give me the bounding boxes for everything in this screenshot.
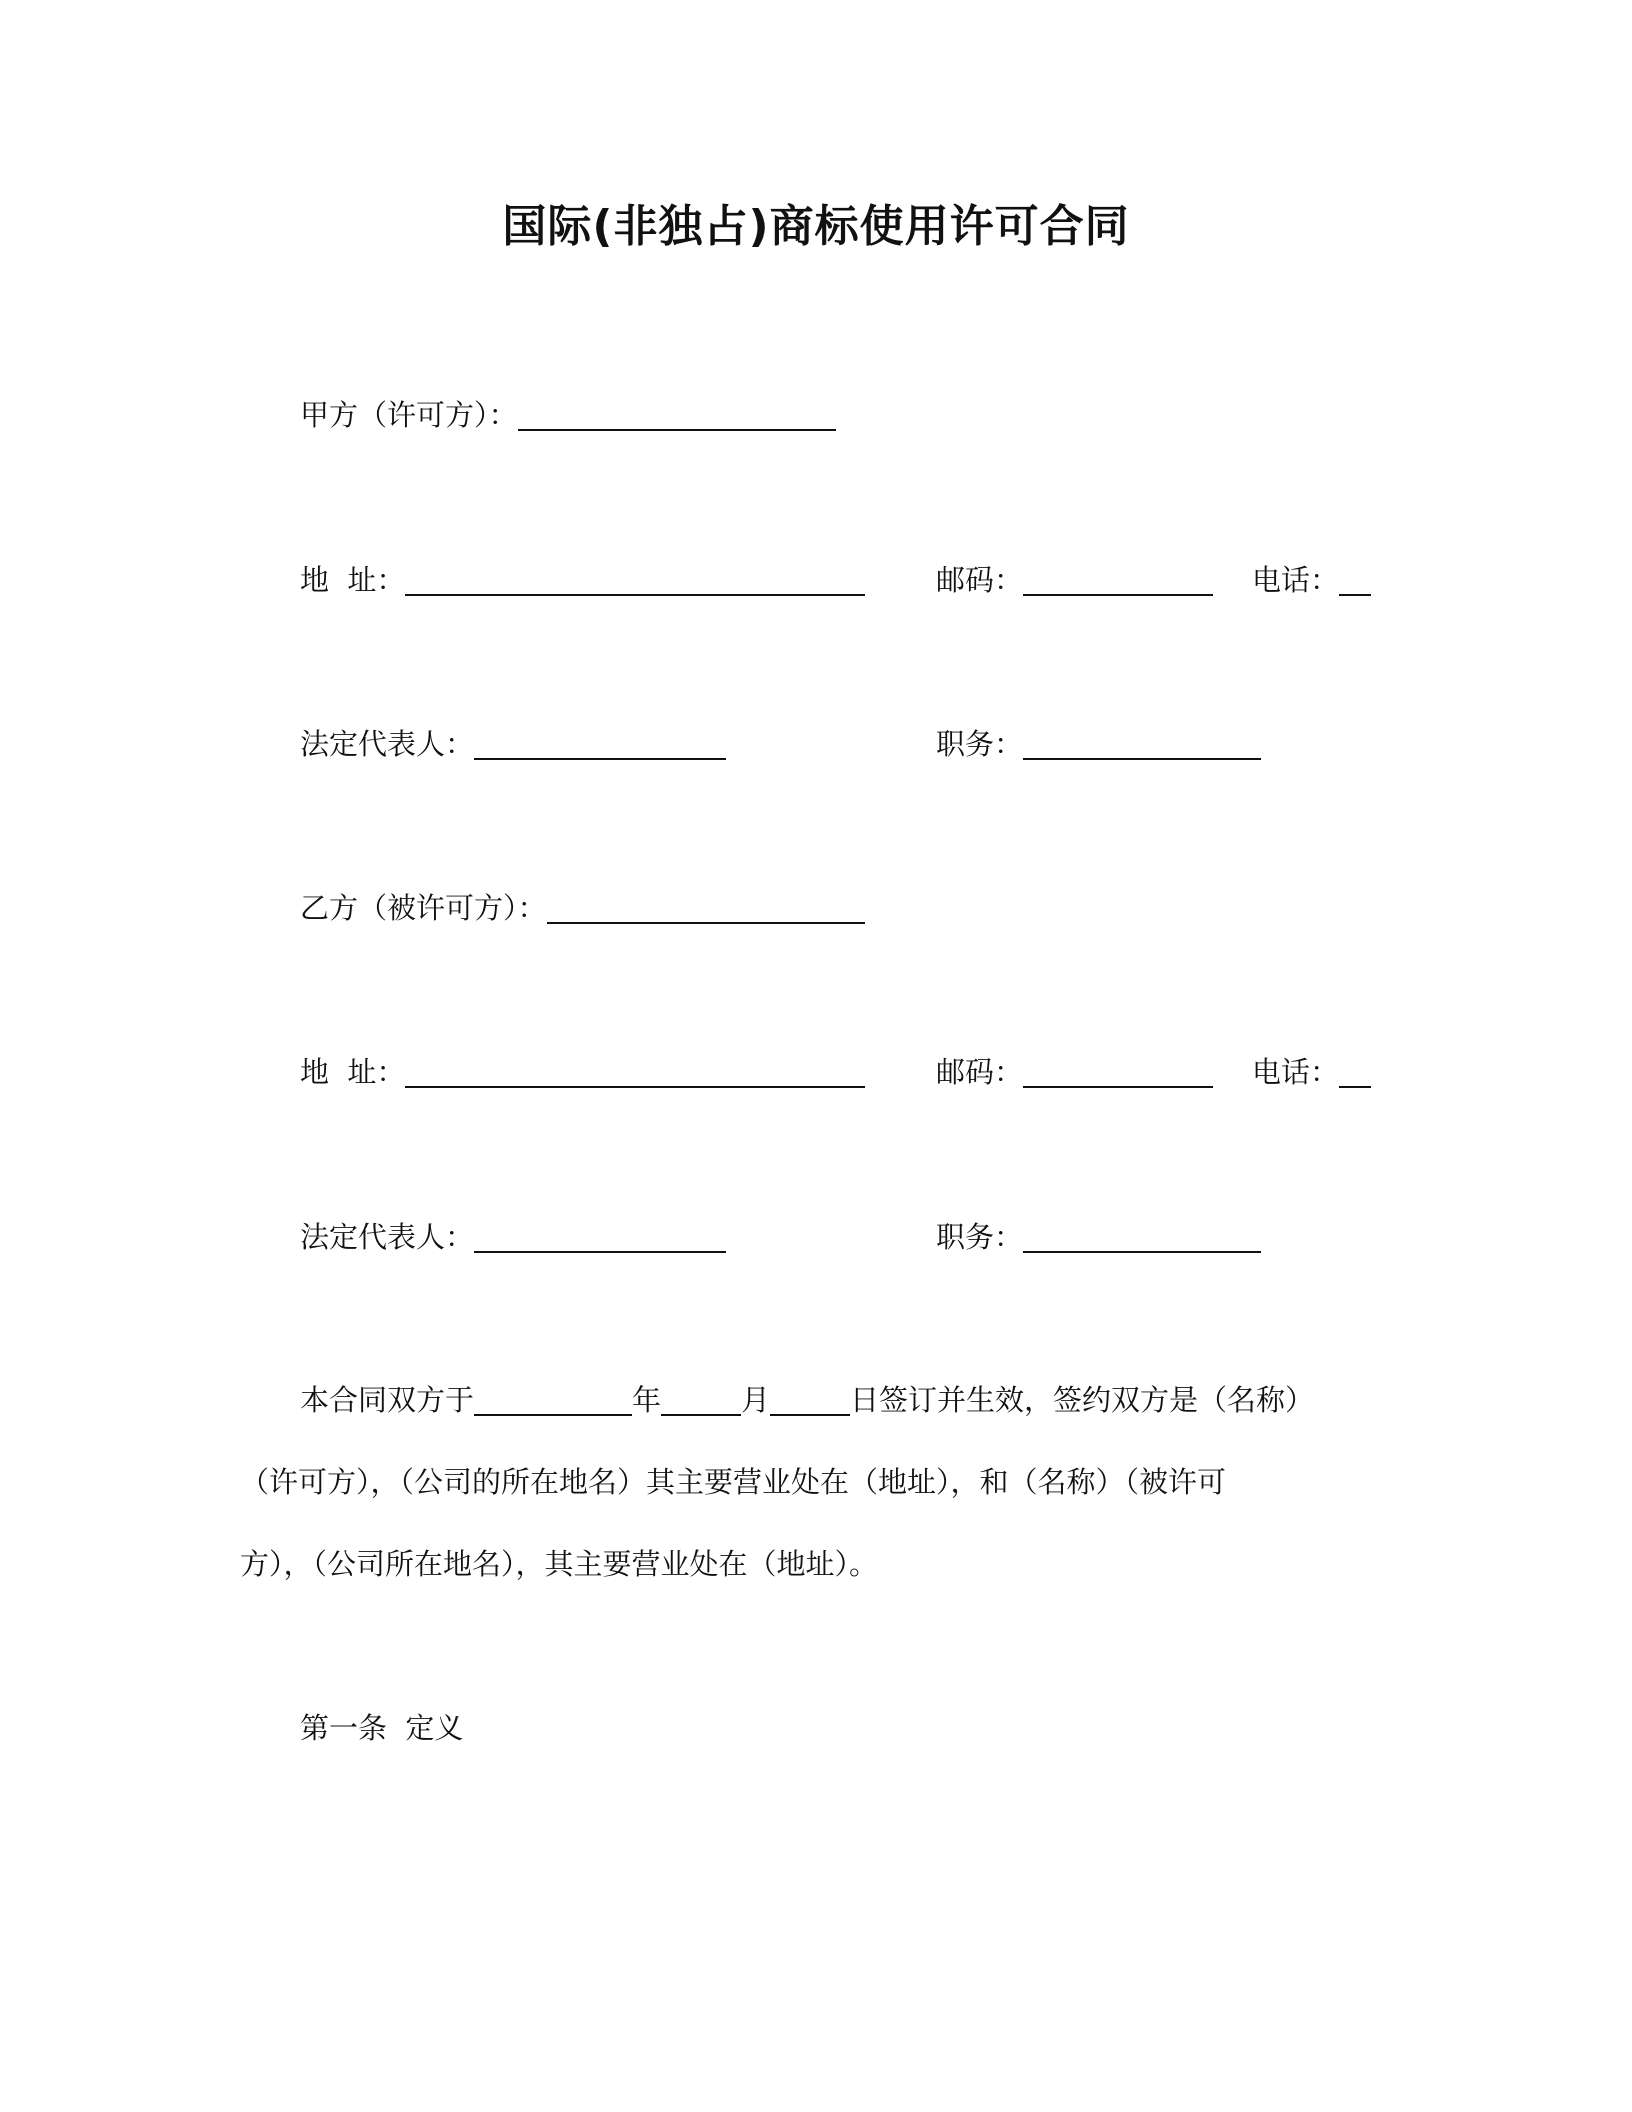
intro-line-1 [300,1380,1314,1420]
party-b-label: 乙方（被许可方）： [300,891,547,925]
party-a-phone-blank [1339,564,1371,596]
party-a-address-blank [405,564,865,596]
party-b-phone-line [1252,1052,1371,1092]
article-1-heading: 第一条 定义 [300,1711,464,1745]
party-b-rep-label: 法定代表人： [300,1220,475,1254]
document-title: 国际(非独占)商标使用许可合同 [502,201,1130,252]
intro-line-2: （许可方），（公司的所在地名）其主要营业处在（地址），和（名称）（被许可 [240,1465,1227,1499]
party-a-line [300,395,836,435]
intro-part1: 本合同双方于 [300,1383,475,1417]
party-a-address-line [300,560,865,600]
party-a-phone-label: 电话： [1252,563,1340,597]
party-b-phone-label: 电话： [1252,1055,1340,1089]
party-a-address-label: 地 址： [300,563,406,597]
party-b-line [300,888,865,928]
party-a-phone-line [1252,560,1371,600]
party-a-position-line [936,724,1261,764]
intro-day-blank [770,1384,850,1416]
intro-month-label: 月 [741,1383,771,1417]
intro-year-blank [474,1384,632,1416]
party-a-position-blank [1023,728,1261,760]
intro-day-rest: 日签订并生效，签约双方是（名称） [850,1383,1315,1417]
party-b-phone-blank [1339,1056,1371,1088]
party-a-rep-label: 法定代表人： [300,727,475,761]
intro-line-3: 方），（公司所在地名），其主要营业处在（地址）。 [240,1547,879,1581]
party-b-postcode-label: 邮码： [936,1055,1024,1089]
party-b-rep-blank [474,1221,726,1253]
party-b-rep-line [300,1217,726,1257]
party-b-name-blank [547,892,865,924]
party-b-position-label: 职务： [936,1220,1024,1254]
party-b-position-blank [1023,1221,1261,1253]
party-a-position-label: 职务： [936,727,1024,761]
party-a-postcode-line [936,560,1213,600]
party-b-address-label: 地 址： [300,1055,406,1089]
party-a-rep-blank [474,728,726,760]
intro-month-blank [661,1384,741,1416]
party-b-postcode-blank [1023,1056,1213,1088]
party-a-postcode-label: 邮码： [936,563,1024,597]
party-a-postcode-blank [1023,564,1213,596]
party-a-rep-line [300,724,726,764]
party-a-label: 甲方（许可方）： [300,398,518,432]
intro-year-label: 年 [632,1383,662,1417]
party-b-address-line [300,1052,865,1092]
party-b-address-blank [405,1056,865,1088]
party-a-name-blank [518,399,836,431]
party-b-position-line [936,1217,1261,1257]
party-b-postcode-line [936,1052,1213,1092]
